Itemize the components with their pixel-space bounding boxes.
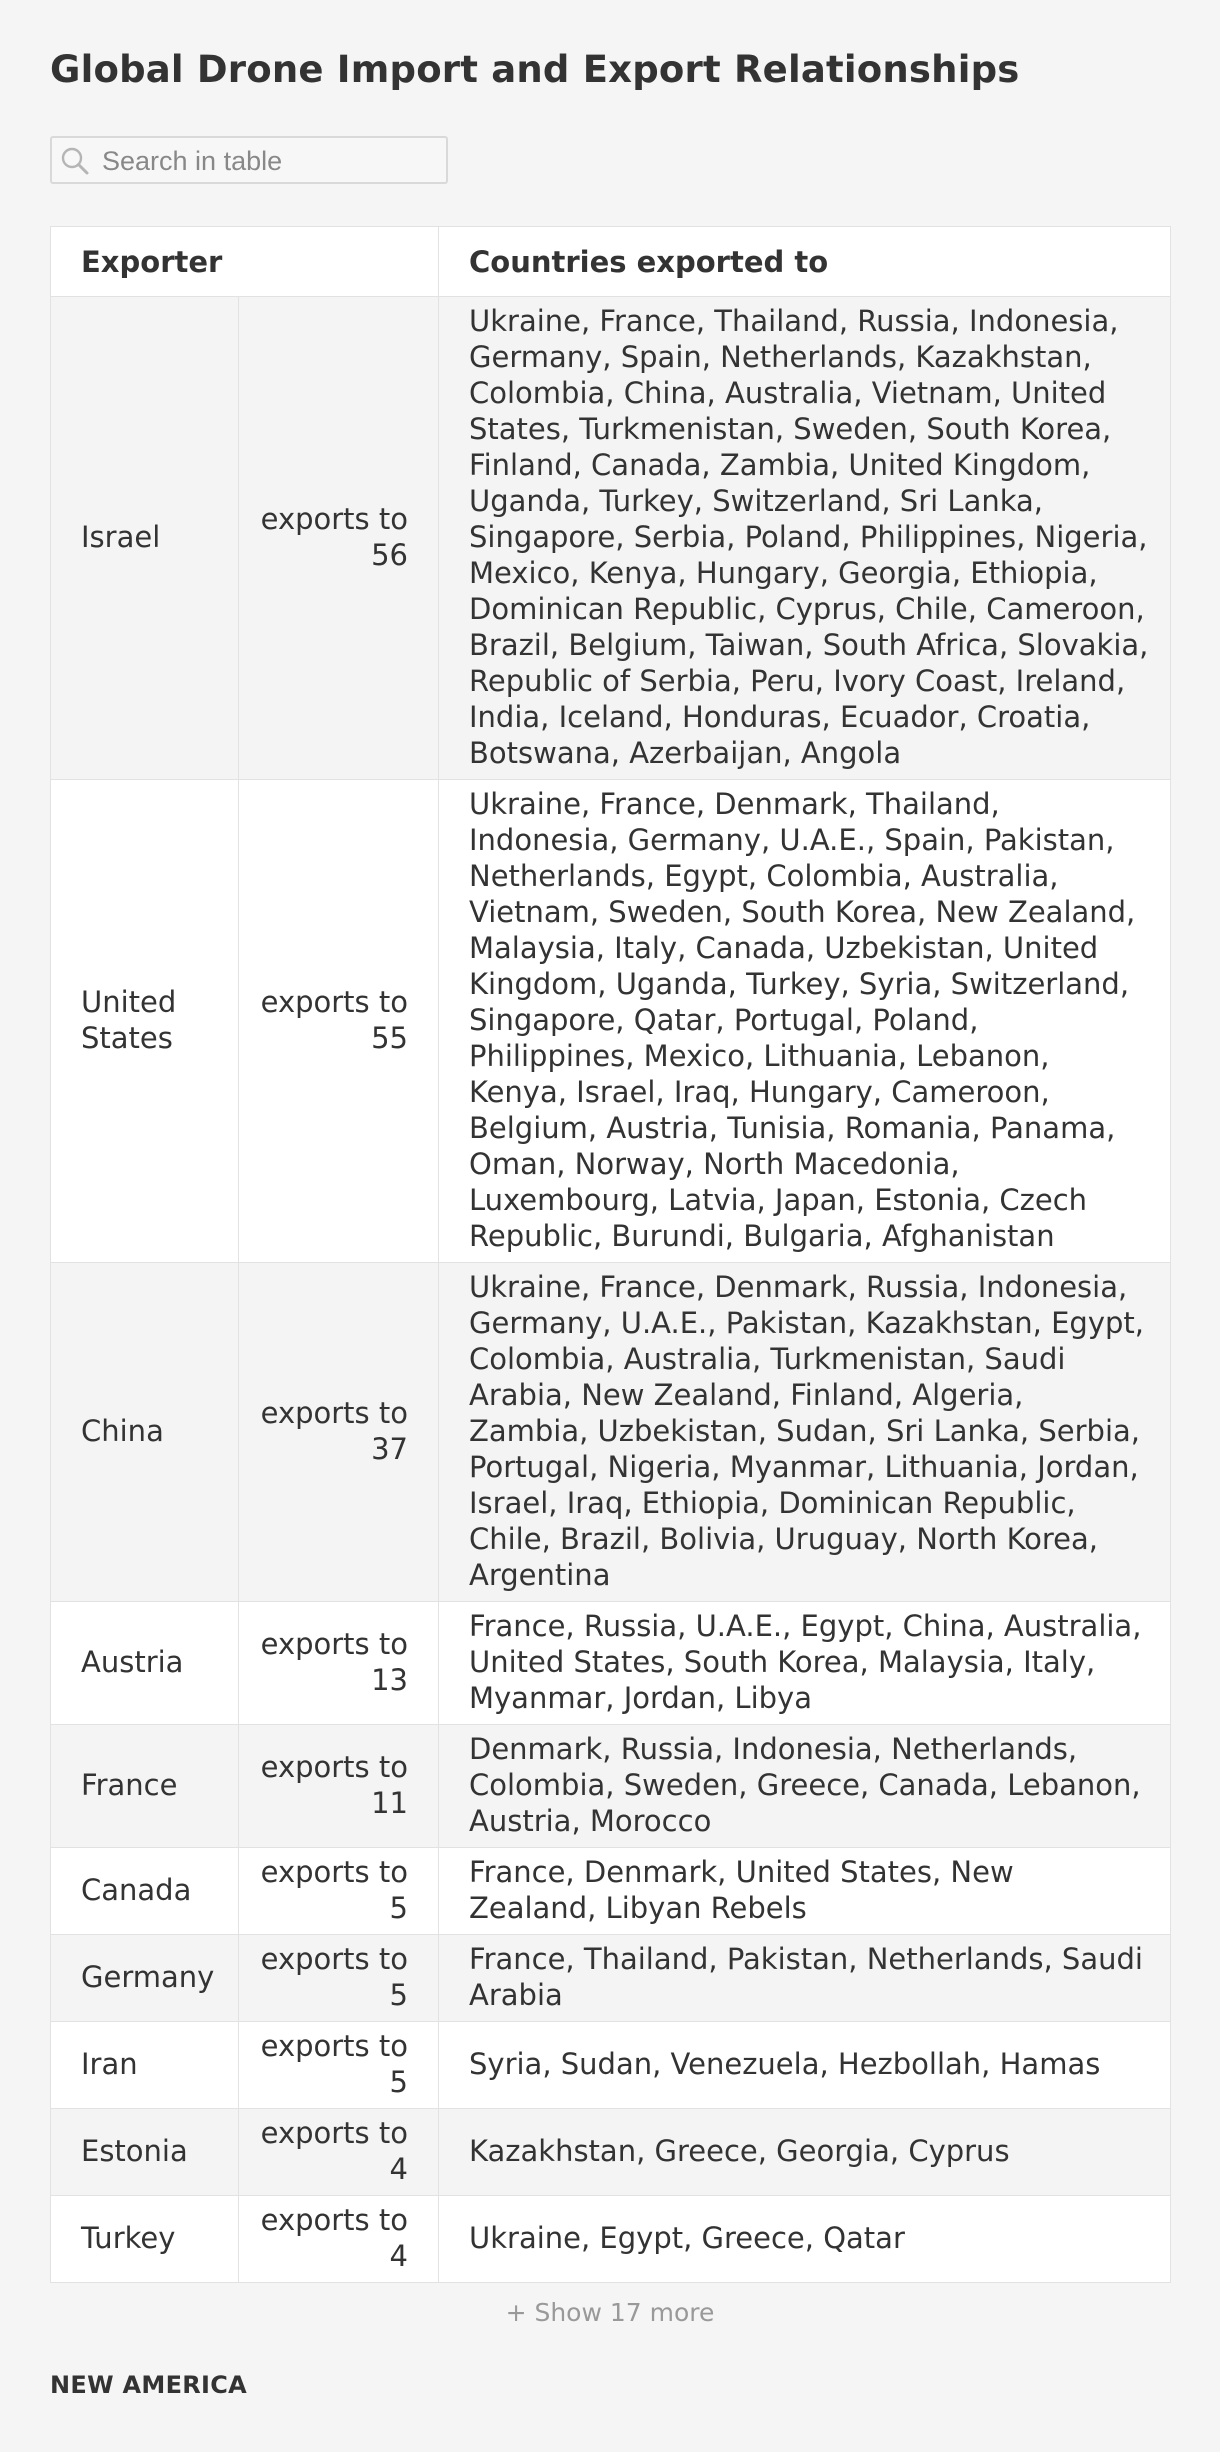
cell-exporter: Turkey xyxy=(51,2196,239,2283)
table-row xyxy=(51,2196,1171,2283)
cell-countries: France, Russia, U.A.E., Egypt, China, Australia, United States, South Korea, Malaysia, Italy, Myanmar, Jordan, Libya xyxy=(439,1602,1171,1725)
cell-export-count: exports to 37 xyxy=(239,1263,439,1602)
cell-exporter: Estonia xyxy=(51,2109,239,2196)
cell-export-count: exports to 11 xyxy=(239,1725,439,1848)
table-row xyxy=(51,1263,1171,1602)
cell-countries: Ukraine, Egypt, Greece, Qatar xyxy=(439,2196,1171,2283)
table-row xyxy=(51,2022,1171,2109)
table-row xyxy=(51,780,1171,1263)
data-table xyxy=(50,226,1171,2283)
cell-exporter: China xyxy=(51,1263,239,1602)
cell-export-count: exports to 55 xyxy=(239,780,439,1263)
cell-export-count: exports to 5 xyxy=(239,1848,439,1935)
cell-countries: Ukraine, France, Denmark, Thailand, Indonesia, Germany, U.A.E., Spain, Pakistan, Netherlands, Egypt, Colombia, Australia, Vietnam, Sweden, South Korea, New Zealand, Malaysia, Italy, Canada, Uzbekistan, United Kingdom, Uganda, Turkey, Syria, Switzerland, Singapore, Qatar, Portugal, Poland, Philippines, Mexico, Lithuania, Lebanon, Kenya, Israel, Iraq, Hungary, Cameroon, Belgium, Austria, Tunisia, Romania, Panama, Oman, Norway, North Macedonia, Luxembourg, Latvia, Japan, Estonia, Czech Republic, Burundi, Bulgaria, Afghanistan xyxy=(439,780,1171,1263)
cell-countries: Denmark, Russia, Indonesia, Netherlands, Colombia, Sweden, Greece, Canada, Lebanon, Austria, Morocco xyxy=(439,1725,1171,1848)
cell-countries: Ukraine, France, Thailand, Russia, Indonesia, Germany, Spain, Netherlands, Kazakhstan, Colombia, China, Australia, Vietnam, United States, Turkmenistan, Sweden, South Korea, Finland, Canada, Zambia, United Kingdom, Uganda, Turkey, Switzerland, Sri Lanka, Singapore, Serbia, Poland, Philippines, Nigeria, Mexico, Kenya, Hungary, Georgia, Ethiopia, Dominican Republic, Cyprus, Chile, Cameroon, Brazil, Belgium, Taiwan, South Africa, Slovakia, Republic of Serbia, Peru, Ivory Coast, Ireland, India, Iceland, Honduras, Ecuador, Croatia, Botswana, Azerbaijan, Angola xyxy=(439,297,1171,780)
cell-exporter: Austria xyxy=(51,1602,239,1725)
search-input[interactable] xyxy=(102,144,432,178)
brand-logo: NEW AMERICA xyxy=(50,2371,248,2399)
cell-countries: Ukraine, France, Denmark, Russia, Indonesia, Germany, U.A.E., Pakistan, Kazakhstan, Egypt, Colombia, Australia, Turkmenistan, Saudi Arabia, New Zealand, Finland, Algeria, Zambia, Uzbekistan, Sudan, Sri Lanka, Serbia, Portugal, Nigeria, Myanmar, Lithuania, Jordan, Israel, Iraq, Ethiopia, Dominican Republic, Chile, Brazil, Bolivia, Uruguay, North Korea, Argentina xyxy=(439,1263,1171,1602)
cell-exporter: Iran xyxy=(51,2022,239,2109)
search-icon xyxy=(60,146,90,176)
cell-export-count: exports to 4 xyxy=(239,2109,439,2196)
cell-exporter: United States xyxy=(51,780,239,1263)
table-row xyxy=(51,1848,1171,1935)
show-more-button[interactable]: + Show 17 more xyxy=(505,2298,715,2327)
table-header-row xyxy=(51,227,1171,297)
column-header-countries[interactable]: Countries exported to xyxy=(439,227,1171,297)
cell-countries: France, Denmark, United States, New Zealand, Libyan Rebels xyxy=(439,1848,1171,1935)
column-header-exporter[interactable]: Exporter xyxy=(51,227,439,297)
cell-export-count: exports to 5 xyxy=(239,2022,439,2109)
table-row xyxy=(51,1725,1171,1848)
cell-exporter: Canada xyxy=(51,1848,239,1935)
table-row xyxy=(51,2109,1171,2196)
page-title: Global Drone Import and Export Relationships xyxy=(50,48,1020,91)
cell-exporter: Israel xyxy=(51,297,239,780)
cell-countries: France, Thailand, Pakistan, Netherlands, Saudi Arabia xyxy=(439,1935,1171,2022)
cell-export-count: exports to 5 xyxy=(239,1935,439,2022)
cell-export-count: exports to 4 xyxy=(239,2196,439,2283)
cell-export-count: exports to 56 xyxy=(239,297,439,780)
cell-countries: Syria, Sudan, Venezuela, Hezbollah, Hamas xyxy=(439,2022,1171,2109)
search-box[interactable] xyxy=(50,136,448,184)
table-body xyxy=(51,297,1171,2283)
table-row xyxy=(51,1935,1171,2022)
table-row xyxy=(51,1602,1171,1725)
cell-exporter: Germany xyxy=(51,1935,239,2022)
cell-exporter: France xyxy=(51,1725,239,1848)
cell-export-count: exports to 13 xyxy=(239,1602,439,1725)
cell-countries: Kazakhstan, Greece, Georgia, Cyprus xyxy=(439,2109,1171,2196)
table-row xyxy=(51,297,1171,780)
